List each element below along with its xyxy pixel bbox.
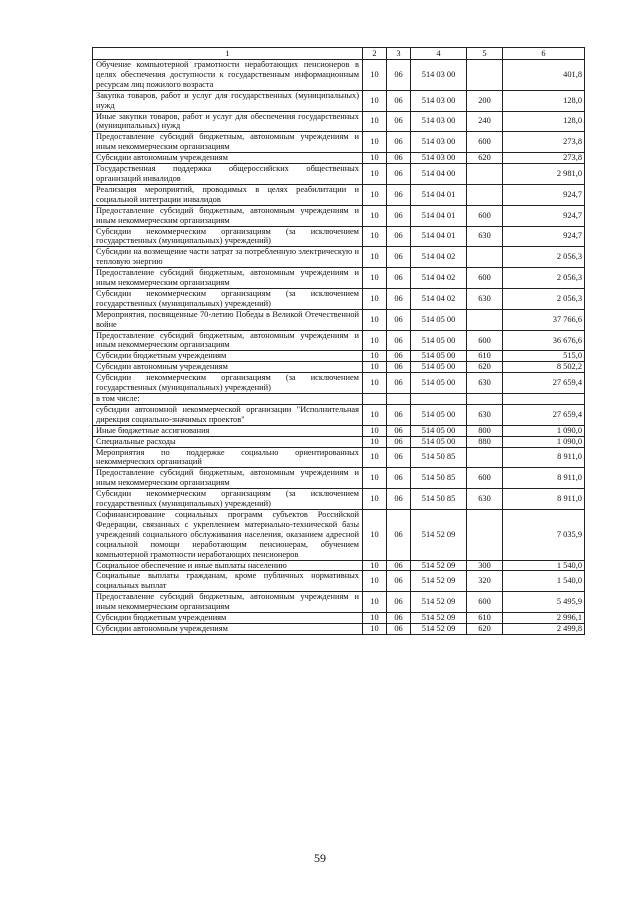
table-row: [93, 351, 585, 362]
subsection-code: 06: [387, 132, 411, 153]
section-code: 10: [363, 404, 387, 425]
table-row: [93, 436, 585, 447]
amount: 924,7: [503, 184, 585, 205]
subsection-code: 06: [387, 164, 411, 185]
subsection-code: 06: [387, 571, 411, 592]
budget-table: [92, 47, 585, 635]
section-code: 10: [363, 613, 387, 624]
target-article-code: 514 04 02: [411, 288, 467, 309]
column-number: 2: [363, 48, 387, 60]
amount: 2 996,1: [503, 613, 585, 624]
section-code: 10: [363, 436, 387, 447]
table-row: [93, 362, 585, 373]
section-code: 10: [363, 247, 387, 268]
expense-name: Предоставление субсидий бюджетным, автономным учреждениям и иным некоммерческим организациям: [93, 330, 363, 351]
table-row: [93, 404, 585, 425]
expense-name: Субсидии на возмещение части затрат за потребленную электрическую и тепловую энергию: [93, 247, 363, 268]
amount: 5 495,9: [503, 592, 585, 613]
target-article-code: 514 05 00: [411, 373, 467, 394]
amount: 924,7: [503, 205, 585, 226]
table-row: [93, 205, 585, 226]
expense-type-code: [467, 184, 503, 205]
expense-name: Предоставление субсидий бюджетным, автономным учреждениям и иным некоммерческим организациям: [93, 468, 363, 489]
amount: 2 056,3: [503, 247, 585, 268]
expense-name: Закупка товаров, работ и услуг для государственных (муниципальных) нужд: [93, 90, 363, 111]
expense-name: Субсидии некоммерческим организациям (за исключением государственных (муниципальных) учреждений): [93, 226, 363, 247]
expense-type-code: 600: [467, 330, 503, 351]
table-row: [93, 111, 585, 132]
expense-type-code: [467, 394, 503, 405]
amount: 2 981,0: [503, 164, 585, 185]
amount: 36 676,6: [503, 330, 585, 351]
table-row: [93, 268, 585, 289]
section-code: 10: [363, 592, 387, 613]
subsection-code: 06: [387, 268, 411, 289]
table-row: [93, 132, 585, 153]
column-number: 4: [411, 48, 467, 60]
target-article-code: 514 05 00: [411, 425, 467, 436]
table-row: [93, 309, 585, 330]
subsection-code: 06: [387, 425, 411, 436]
table-row: [93, 394, 585, 405]
target-article-code: 514 05 00: [411, 330, 467, 351]
section-code: 10: [363, 309, 387, 330]
table-row: [93, 226, 585, 247]
section-code: 10: [363, 330, 387, 351]
subsection-code: 06: [387, 613, 411, 624]
subsection-code: 06: [387, 592, 411, 613]
section-code: 10: [363, 373, 387, 394]
table-row: [93, 247, 585, 268]
table-row: [93, 592, 585, 613]
expense-type-code: 200: [467, 90, 503, 111]
expense-type-code: 240: [467, 111, 503, 132]
expense-type-code: 600: [467, 468, 503, 489]
table-row: [93, 90, 585, 111]
table-row: [93, 330, 585, 351]
section-code: 10: [363, 184, 387, 205]
expense-type-code: 880: [467, 436, 503, 447]
target-article-code: [411, 394, 467, 405]
expense-type-code: 600: [467, 268, 503, 289]
subsection-code: 06: [387, 351, 411, 362]
section-code: 10: [363, 153, 387, 164]
section-code: 10: [363, 509, 387, 560]
subsection-code: 06: [387, 153, 411, 164]
amount: 273,8: [503, 132, 585, 153]
section-code: 10: [363, 623, 387, 634]
subsection-code: 06: [387, 447, 411, 468]
expense-name: Иные бюджетные ассигнования: [93, 425, 363, 436]
target-article-code: 514 52 09: [411, 560, 467, 571]
target-article-code: 514 52 09: [411, 613, 467, 624]
expense-type-code: 620: [467, 362, 503, 373]
amount: 7 035,9: [503, 509, 585, 560]
table-row: [93, 153, 585, 164]
section-code: 10: [363, 425, 387, 436]
target-article-code: 514 52 09: [411, 592, 467, 613]
section-code: 10: [363, 205, 387, 226]
expense-type-code: 630: [467, 288, 503, 309]
section-code: 10: [363, 111, 387, 132]
expense-type-code: 610: [467, 351, 503, 362]
expense-type-code: 320: [467, 571, 503, 592]
amount: 8 502,2: [503, 362, 585, 373]
expense-type-code: 620: [467, 153, 503, 164]
target-article-code: 514 04 02: [411, 247, 467, 268]
section-code: 10: [363, 571, 387, 592]
target-article-code: 514 52 09: [411, 571, 467, 592]
expense-type-code: 600: [467, 205, 503, 226]
section-code: 10: [363, 447, 387, 468]
section-code: 10: [363, 489, 387, 510]
expense-name: Субсидии бюджетным учреждениям: [93, 351, 363, 362]
table-row: [93, 623, 585, 634]
table-row: [93, 560, 585, 571]
expense-type-code: [467, 164, 503, 185]
subsection-code: 06: [387, 560, 411, 571]
table-row: [93, 288, 585, 309]
expense-name: Субсидии некоммерческим организациям (за исключением государственных (муниципальных) учреждений): [93, 373, 363, 394]
table-row: [93, 425, 585, 436]
target-article-code: 514 03 00: [411, 90, 467, 111]
expense-name: Специальные расходы: [93, 436, 363, 447]
section-code: 10: [363, 90, 387, 111]
amount: 27 659,4: [503, 373, 585, 394]
expense-name: Обучение компьютерной грамотности неработающих пенсионеров в целях обеспечения доступности к государственным информационным ресурсам лиц пожилого возраста: [93, 60, 363, 91]
section-code: 10: [363, 132, 387, 153]
expense-type-code: [467, 60, 503, 91]
section-code: 10: [363, 288, 387, 309]
expense-type-code: [467, 447, 503, 468]
expense-name: Социальные выплаты гражданам, кроме публичных нормативных социальных выплат: [93, 571, 363, 592]
target-article-code: 514 03 00: [411, 111, 467, 132]
page-number: 59: [314, 851, 326, 865]
amount: 8 911,0: [503, 447, 585, 468]
subsection-code: 06: [387, 404, 411, 425]
target-article-code: 514 50 85: [411, 447, 467, 468]
expense-type-code: 800: [467, 425, 503, 436]
expense-name: Социальное обеспечение и иные выплаты населению: [93, 560, 363, 571]
subsection-code: 06: [387, 184, 411, 205]
subsection-code: 06: [387, 468, 411, 489]
amount: 2 499,8: [503, 623, 585, 634]
amount: 2 056,3: [503, 268, 585, 289]
column-number: 6: [503, 48, 585, 60]
expense-name: Предоставление субсидий бюджетным, автономным учреждениям и иным некоммерческим организациям: [93, 268, 363, 289]
amount: 1 540,0: [503, 560, 585, 571]
subsection-code: 06: [387, 205, 411, 226]
section-code: 10: [363, 362, 387, 373]
expense-name: Субсидии некоммерческим организациям (за исключением государственных (муниципальных) учреждений): [93, 489, 363, 510]
expense-name: Предоставление субсидий бюджетным, автономным учреждениям и иным некоммерческим организациям: [93, 205, 363, 226]
amount: 8 911,0: [503, 489, 585, 510]
expense-type-code: 620: [467, 623, 503, 634]
expense-name: Государственная поддержка общероссийских общественных организаций инвалидов: [93, 164, 363, 185]
amount: [503, 394, 585, 405]
expense-name: Мероприятия по поддержке социально ориентированных некоммерческих организаций: [93, 447, 363, 468]
target-article-code: 514 05 00: [411, 436, 467, 447]
expense-name: Предоставление субсидий бюджетным, автономным учреждениям и иным некоммерческим организациям: [93, 132, 363, 153]
amount: 1 090,0: [503, 436, 585, 447]
table-row: [93, 60, 585, 91]
table-row: [93, 164, 585, 185]
amount: 2 056,3: [503, 288, 585, 309]
section-code: 10: [363, 468, 387, 489]
expense-type-code: 630: [467, 404, 503, 425]
column-number-row: [93, 48, 585, 60]
expense-name: Реализация мероприятий, проводимых в целях реабилитации и социальной интеграции инвалидов: [93, 184, 363, 205]
expense-type-code: [467, 309, 503, 330]
column-number: 5: [467, 48, 503, 60]
subsection-code: 06: [387, 309, 411, 330]
amount: 27 659,4: [503, 404, 585, 425]
expense-name: Мероприятия, посвященные 70-летию Победы в Великой Отечественной войне: [93, 309, 363, 330]
subsection-code: 06: [387, 330, 411, 351]
amount: 37 766,6: [503, 309, 585, 330]
expense-name: Субсидии автономным учреждениям: [93, 362, 363, 373]
expense-type-code: [467, 509, 503, 560]
subsection-code: 06: [387, 509, 411, 560]
target-article-code: 514 03 00: [411, 153, 467, 164]
column-number: 1: [93, 48, 363, 60]
subsection-code: 06: [387, 489, 411, 510]
subsection-code: 06: [387, 436, 411, 447]
expense-type-code: 630: [467, 373, 503, 394]
subsection-code: 06: [387, 623, 411, 634]
expense-name: Субсидии автономным учреждениям: [93, 623, 363, 634]
section-code: 10: [363, 226, 387, 247]
table-row: [93, 571, 585, 592]
section-code: 10: [363, 560, 387, 571]
amount: 8 911,0: [503, 468, 585, 489]
subsection-code: 06: [387, 288, 411, 309]
amount: 1 090,0: [503, 425, 585, 436]
target-article-code: 514 50 85: [411, 468, 467, 489]
expense-name: Иные закупки товаров, работ и услуг для обеспечения государственных (муниципальных) нужд: [93, 111, 363, 132]
target-article-code: 514 50 85: [411, 489, 467, 510]
section-code: [363, 394, 387, 405]
expense-type-code: 300: [467, 560, 503, 571]
section-code: 10: [363, 164, 387, 185]
target-article-code: 514 52 09: [411, 623, 467, 634]
subsection-code: 06: [387, 373, 411, 394]
subsection-code: 06: [387, 90, 411, 111]
target-article-code: 514 03 00: [411, 60, 467, 91]
amount: 273,8: [503, 153, 585, 164]
expense-type-code: 630: [467, 489, 503, 510]
budget-table-body: [93, 48, 585, 635]
table-row: [93, 447, 585, 468]
table-row: [93, 613, 585, 624]
expense-name: Предоставление субсидий бюджетным, автономным учреждениям и иным некоммерческим организациям: [93, 592, 363, 613]
target-article-code: 514 05 00: [411, 309, 467, 330]
amount: 401,8: [503, 60, 585, 91]
expense-name: субсидии автономной некоммерческой организации "Исполнительная дирекция социально-значимых проектов": [93, 404, 363, 425]
target-article-code: 514 04 01: [411, 184, 467, 205]
expense-type-code: 630: [467, 226, 503, 247]
amount: 1 540,0: [503, 571, 585, 592]
subsection-code: 06: [387, 247, 411, 268]
section-code: 10: [363, 268, 387, 289]
target-article-code: 514 05 00: [411, 404, 467, 425]
table-row: [93, 509, 585, 560]
amount: 128,0: [503, 90, 585, 111]
expense-type-code: 600: [467, 132, 503, 153]
section-code: 10: [363, 60, 387, 91]
section-code: 10: [363, 351, 387, 362]
target-article-code: 514 03 00: [411, 132, 467, 153]
expense-type-code: 610: [467, 613, 503, 624]
expense-type-code: [467, 247, 503, 268]
table-row: [93, 184, 585, 205]
target-article-code: 514 05 00: [411, 351, 467, 362]
amount: 128,0: [503, 111, 585, 132]
column-number: 3: [387, 48, 411, 60]
expense-name: Субсидии бюджетным учреждениям: [93, 613, 363, 624]
subsection-code: 06: [387, 362, 411, 373]
subsection-code: [387, 394, 411, 405]
expense-name: Субсидии автономным учреждениям: [93, 153, 363, 164]
expense-name: в том числе:: [93, 394, 363, 405]
target-article-code: 514 04 02: [411, 268, 467, 289]
table-row: [93, 489, 585, 510]
subsection-code: 06: [387, 111, 411, 132]
expense-type-code: 600: [467, 592, 503, 613]
target-article-code: 514 04 01: [411, 226, 467, 247]
table-row: [93, 468, 585, 489]
amount: 515,0: [503, 351, 585, 362]
target-article-code: 514 52 09: [411, 509, 467, 560]
amount: 924,7: [503, 226, 585, 247]
target-article-code: 514 04 00: [411, 164, 467, 185]
target-article-code: 514 05 00: [411, 362, 467, 373]
subsection-code: 06: [387, 226, 411, 247]
subsection-code: 06: [387, 60, 411, 91]
target-article-code: 514 04 01: [411, 205, 467, 226]
expense-name: Субсидии некоммерческим организациям (за исключением государственных (муниципальных) учреждений): [93, 288, 363, 309]
table-row: [93, 373, 585, 394]
expense-name: Софинансирование социальных программ субъектов Российской Федерации, связанных с укреплением материально-технической базы учреждений социального обслуживания населения, оказанием адресной социальной помощи неработающим пенсионерам, обучением компьютерной грамотности неработающих пенсионеров: [93, 509, 363, 560]
